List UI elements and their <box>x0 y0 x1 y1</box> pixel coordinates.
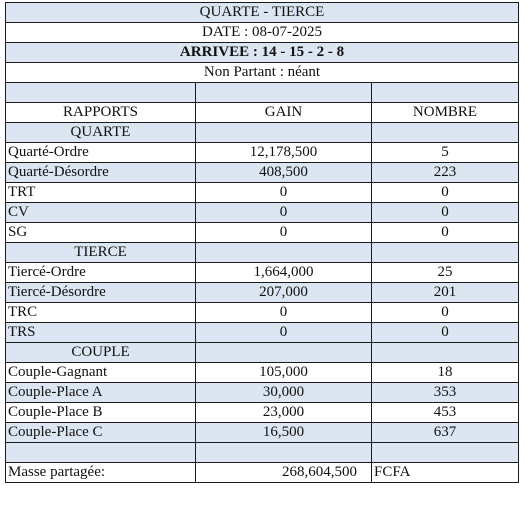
rapport-name: CV <box>6 203 196 223</box>
non-partant-row <box>6 63 519 83</box>
masse-value: 268,604,500 <box>196 463 372 483</box>
rapport-row <box>6 263 519 283</box>
rapport-gain: 16,500 <box>196 423 372 443</box>
rapport-nombre: 5 <box>372 143 519 163</box>
rapport-gain: 23,000 <box>196 403 372 423</box>
rapport-name: Tiercé-Ordre <box>6 263 196 283</box>
rapport-gain: 408,500 <box>196 163 372 183</box>
rapport-gain: 0 <box>196 303 372 323</box>
rapport-row <box>6 323 519 343</box>
rapport-nombre: 201 <box>372 283 519 303</box>
rapport-gain: 12,178,500 <box>196 143 372 163</box>
rapport-name: Quarté-Ordre <box>6 143 196 163</box>
spacer-cell <box>372 443 519 463</box>
rapport-gain: 1,664,000 <box>196 263 372 283</box>
section-blank-cell <box>196 123 372 143</box>
rapport-row <box>6 183 519 203</box>
rapport-nombre: 0 <box>372 303 519 323</box>
spacer-cell <box>6 443 196 463</box>
section-label: QUARTE <box>6 123 196 143</box>
race-date: DATE : 08-07-2025 <box>6 23 519 43</box>
rapport-nombre: 0 <box>372 323 519 343</box>
rapport-gain: 0 <box>196 223 372 243</box>
rapport-nombre: 0 <box>372 183 519 203</box>
column-header-row <box>6 103 519 123</box>
rapport-gain: 105,000 <box>196 363 372 383</box>
spacer-cell <box>196 443 372 463</box>
section-blank-cell <box>196 243 372 263</box>
rapport-row <box>6 203 519 223</box>
rapport-nombre: 25 <box>372 263 519 283</box>
rapport-row <box>6 143 519 163</box>
column-header-rapports: RAPPORTS <box>6 103 196 123</box>
section-blank-cell <box>372 243 519 263</box>
section-label: COUPLE <box>6 343 196 363</box>
spacer-row <box>6 443 519 463</box>
rapport-name: Couple-Place C <box>6 423 196 443</box>
arrivee: ARRIVEE : 14 - 15 - 2 - 8 <box>6 43 519 63</box>
rapport-row <box>6 423 519 443</box>
section-header-row <box>6 243 519 263</box>
rapport-gain: 0 <box>196 323 372 343</box>
title-row <box>6 3 519 23</box>
rapport-gain: 0 <box>196 183 372 203</box>
section-blank-cell <box>372 123 519 143</box>
spacer-cell <box>6 83 196 103</box>
masse-label: Masse partagée: <box>6 463 196 483</box>
rapport-nombre: 453 <box>372 403 519 423</box>
section-blank-cell <box>196 343 372 363</box>
non-partant: Non Partant : néant <box>6 63 519 83</box>
masse-row <box>6 463 519 483</box>
rapport-gain: 30,000 <box>196 383 372 403</box>
rapport-nombre: 0 <box>372 203 519 223</box>
spacer-cell <box>372 83 519 103</box>
rapport-name: TRC <box>6 303 196 323</box>
section-header-row <box>6 343 519 363</box>
rapport-row <box>6 303 519 323</box>
rapport-row <box>6 283 519 303</box>
race-title: QUARTE - TIERCE <box>6 3 519 23</box>
rapport-nombre: 18 <box>372 363 519 383</box>
date-row <box>6 23 519 43</box>
section-label: TIERCE <box>6 243 196 263</box>
section-header-row <box>6 123 519 143</box>
rapport-nombre: 637 <box>372 423 519 443</box>
rapport-nombre: 223 <box>372 163 519 183</box>
rapport-name: Tiercé-Désordre <box>6 283 196 303</box>
rapport-row <box>6 383 519 403</box>
rapport-row <box>6 223 519 243</box>
rapport-name: Quarté-Désordre <box>6 163 196 183</box>
rapport-gain: 207,000 <box>196 283 372 303</box>
rapport-name: Couple-Place A <box>6 383 196 403</box>
arrivee-row <box>6 43 519 63</box>
spacer-row <box>6 83 519 103</box>
rapport-nombre: 353 <box>372 383 519 403</box>
rapport-name: Couple-Place B <box>6 403 196 423</box>
masse-currency: FCFA <box>372 463 519 483</box>
rapport-name: SG <box>6 223 196 243</box>
spacer-cell <box>196 83 372 103</box>
rapport-row <box>6 163 519 183</box>
rapport-name: TRT <box>6 183 196 203</box>
rapport-row <box>6 403 519 423</box>
column-header-gain: GAIN <box>196 103 372 123</box>
column-header-nombre: NOMBRE <box>372 103 519 123</box>
rapport-row <box>6 363 519 383</box>
rapport-name: TRS <box>6 323 196 343</box>
rapport-gain: 0 <box>196 203 372 223</box>
rapports-table <box>5 2 519 483</box>
section-blank-cell <box>372 343 519 363</box>
rapport-name: Couple-Gagnant <box>6 363 196 383</box>
rapport-nombre: 0 <box>372 223 519 243</box>
